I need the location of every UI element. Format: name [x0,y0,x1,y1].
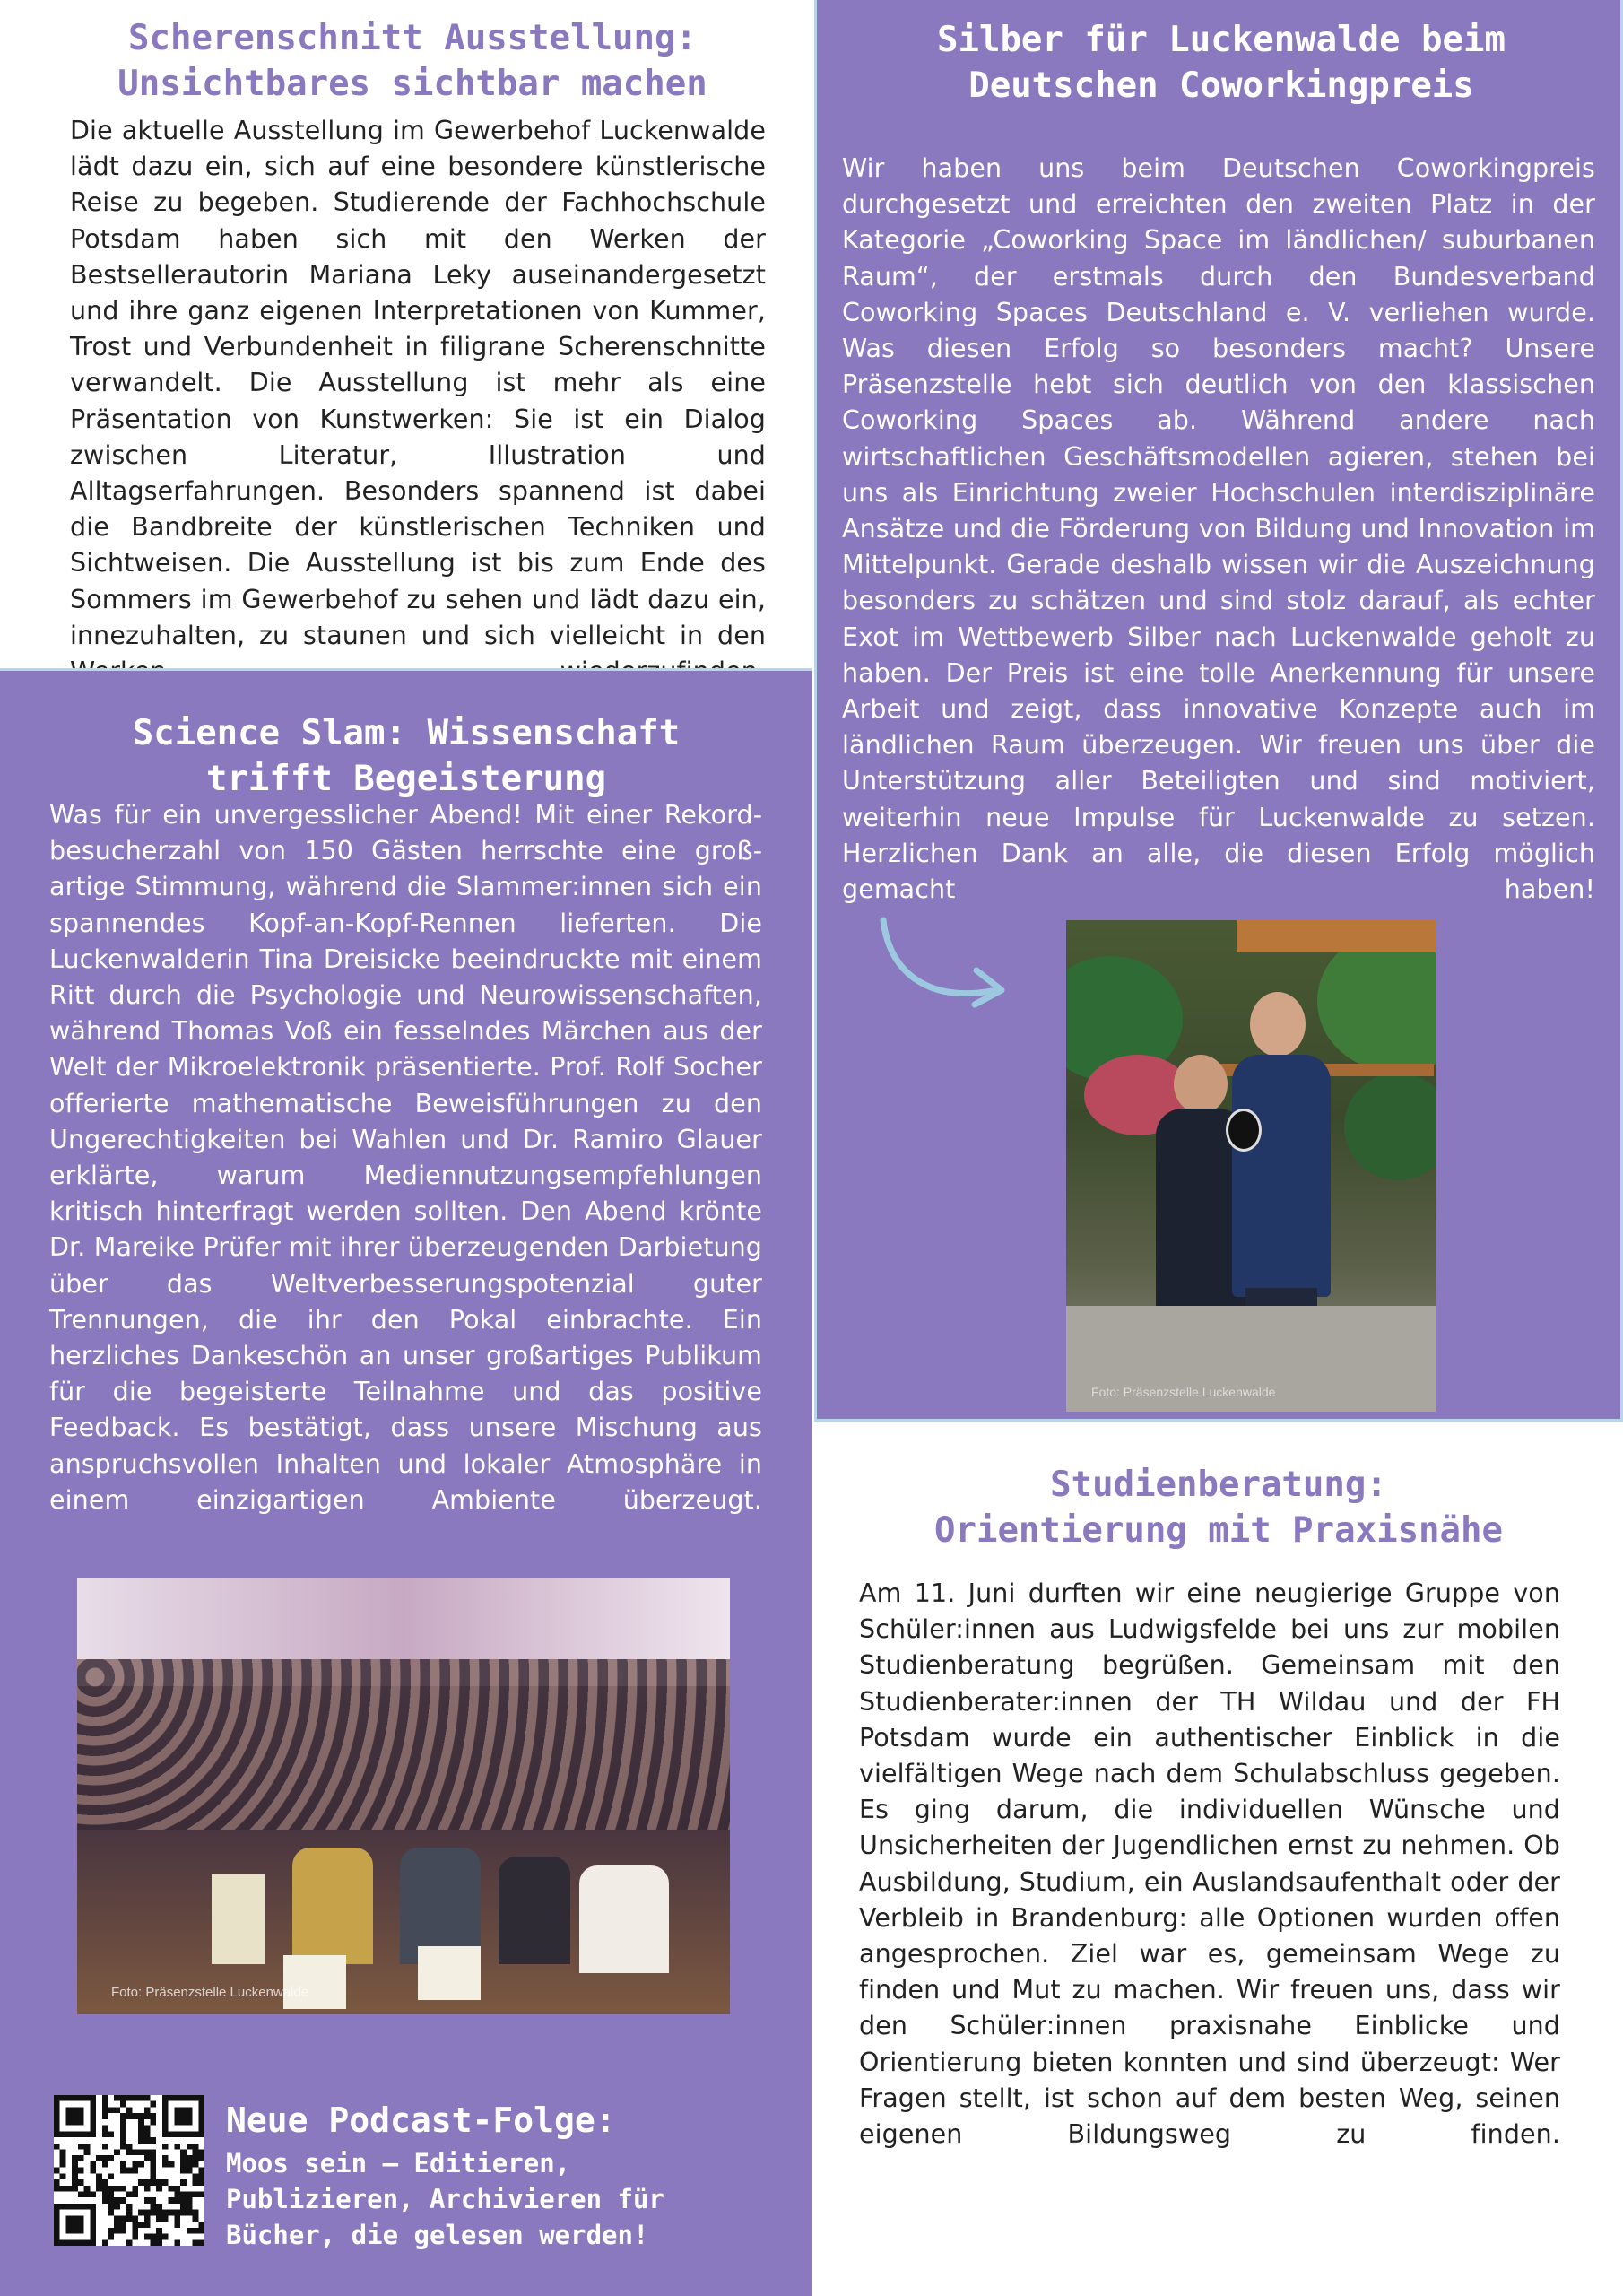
photo-caption: Foto: Präsenzstelle Luckenwalde [111,1985,309,2000]
title-line: Scherenschnitt Ausstellung: [128,18,697,58]
article-title [835,17,1608,109]
article-body: Wir haben uns beim Deutschen Coworkingpreis durchgesetzt und erreichten den zweiten Platz in der Kategorie „Coworking Space im ländlichen/ suburbanen Raum“, der erstmals durch den Bundesverband Coworking Spaces Deutschland e. V. verliehen wurde. Was diesen Erfolg so besonders macht? Unsere Präsenzstelle hebt sich deutlich von den klassischen Coworking Spaces ab. Während andere nach wirtschaftlichen Geschäftsmodellen agieren, stehen bei uns als Einrichtung zweier Hochschulen interdisziplinäre Ansätze und die Förderung von Bildung und Innovation im Mittelpunkt. Gerade deshalb wissen wir die Auszeichnung besonders zu schätzen und sind stolz darauf, als echter Exot im Wettbewerb Silber nach Luckenwalde geholt zu haben. Der Preis ist eine tolle Anerkennung für unsere Arbeit und zeigt, dass innovative Konzepte auch im ländlichen Raum überzeugen. Wir freuen uns über die Unterstützung aller Beteiligten und sind motiviert, weiterhin neue Impulse für Luckenwalde zu setzen. Herzlichen Dank an alle, die diesen Erfolg möglich gemacht haben! [842,153,1595,905]
title-line: trifft Begeisterung [205,759,607,799]
title-line: Studienberatung: [1050,1465,1387,1505]
article-title [36,15,789,107]
podcast-title: Neue Podcast-Folge: [226,2100,616,2140]
article-body: Am 11. Juni durften wir eine neugierige Gruppe von Schüler:innen aus Ludwigsfelde bei uns zur mobilen Studienberatung begrüßen. Gemeinsam mit den Studienberater:innen der TH Wildau und der FH Potsdam wurde ein authentischer Einblick in die vielfältigen Wege nach dem Schulabschluss gegeben. Es ging darum, die individuellen Wünsche und Unsicherheiten der Jugendlichen ernst zu nehmen. Ob Ausbildung, Studium, ein Auslandsaufenthalt oder der Verbleib in Brandenburg: alle Optionen wurden offen angesprochen. Ziel war es, gemeinsam Wege zu finden und Mut zu machen. Wir freuen uns, dass wir den Schüler:innen praxisnahe Einblicke und Orientierung bieten konnten und sind überzeugt: Wer Fragen stellt, ist schon auf dem besten Weg, seinen eigenen Bildungsweg zu finden. [859,1578,1560,2150]
article-title [36,710,777,802]
title-line: Unsichtbares sichtbar machen [117,64,707,104]
article-studienberatung [814,1424,1623,2296]
podcast-subtitle-line: Publizieren, Archivieren für [226,2184,664,2214]
title-line: Science Slam: Wissenschaft [132,713,681,753]
podcast-subtitle-line: Moos sein – Editieren, [226,2148,571,2179]
science-slam-crowd-photo [77,1578,730,2014]
qr-code[interactable] [54,2095,204,2246]
article-body: Was für ein unvergesslicher Abend! Mit einer Rekordbesucherzahl von 150 Gästen herrschte eine großartige Stimmung, während die Slammer:innen sich ein spannendes Kopf-an-Kopf-Rennen lieferten. Die Luckenwalderin Tina Dreisicke beeindruckte mit einem Ritt durch die Psychologie und Neurowissenschaften, während Thomas Voß ein fesselndes Märchen aus der Welt der Mikroelektronik präsentierte. Prof. Rolf Socher offerierte mathematische Beweisführungen zu den Ungerechtigkeiten bei Wahlen und Dr. Ramiro Glauer erklärte, warum Mediennutzungsempfehlungen kritisch hinterfragt werden sollten. Den Abend krönte Dr. Mareike Prüfer mit ihrer überzeugenden Darbietung über das Weltverbesserungspotenzial guter Trennungen, die ihr den Pokal einbrachte. Ein herzliches Dankeschön an unser großartiges Publikum für die begeisterte Teilnahme und das positive Feedback. Es bestätigt, dass unsere Mischung aus anspruchsvollen Inhalten und lokaler Atmosphäre in einem einzigartigen Ambiente überzeugt. [49,800,762,1515]
award-photo [1066,920,1436,1412]
article-scherenschnitt [0,0,812,665]
article-science-slam [0,668,812,2296]
article-body: Die aktuelle Ausstellung im Gewerbehof Luckenwalde lädt dazu ein, sich auf eine besondere künstlerische Reise zu begeben. Studierende der Fachhochschule Potsdam haben sich mit den Werken der Bestsellerautorin Mariana Leky auseinandergesetzt und ihre ganz eigenen Interpretationen von Kummer, Trost und Verbundenheit in filigrane Scherenschnitte verwandelt. Die Ausstellung ist mehr als eine Präsentation von Kunstwerken: Sie ist ein Dialog zwischen Literatur, Illustration und Alltagserfahrungen. Besonders spannend ist dabei die Bandbreite der künstlerischen Techniken und Sichtweisen. Die Ausstellung ist bis zum Ende des Sommers im Gewerbehof zu sehen und lädt dazu ein, innezuhalten, zu staunen und sich vielleicht in den [70,116,766,650]
article-silber [814,0,1623,1422]
curved-arrow-icon [871,915,1050,1022]
title-line: Orientierung mit Praxisnähe [934,1510,1503,1551]
podcast-subtitle [226,2145,664,2253]
podcast-subtitle-line: Bücher, die gelesen werden! [226,2220,649,2250]
photo-caption: Foto: Präsenzstelle Luckenwalde [1091,1385,1276,1399]
article-title [832,1462,1605,1553]
title-line: Deutschen Coworkingpreis [968,65,1474,106]
title-line: Silber für Luckenwalde beim [937,20,1506,60]
